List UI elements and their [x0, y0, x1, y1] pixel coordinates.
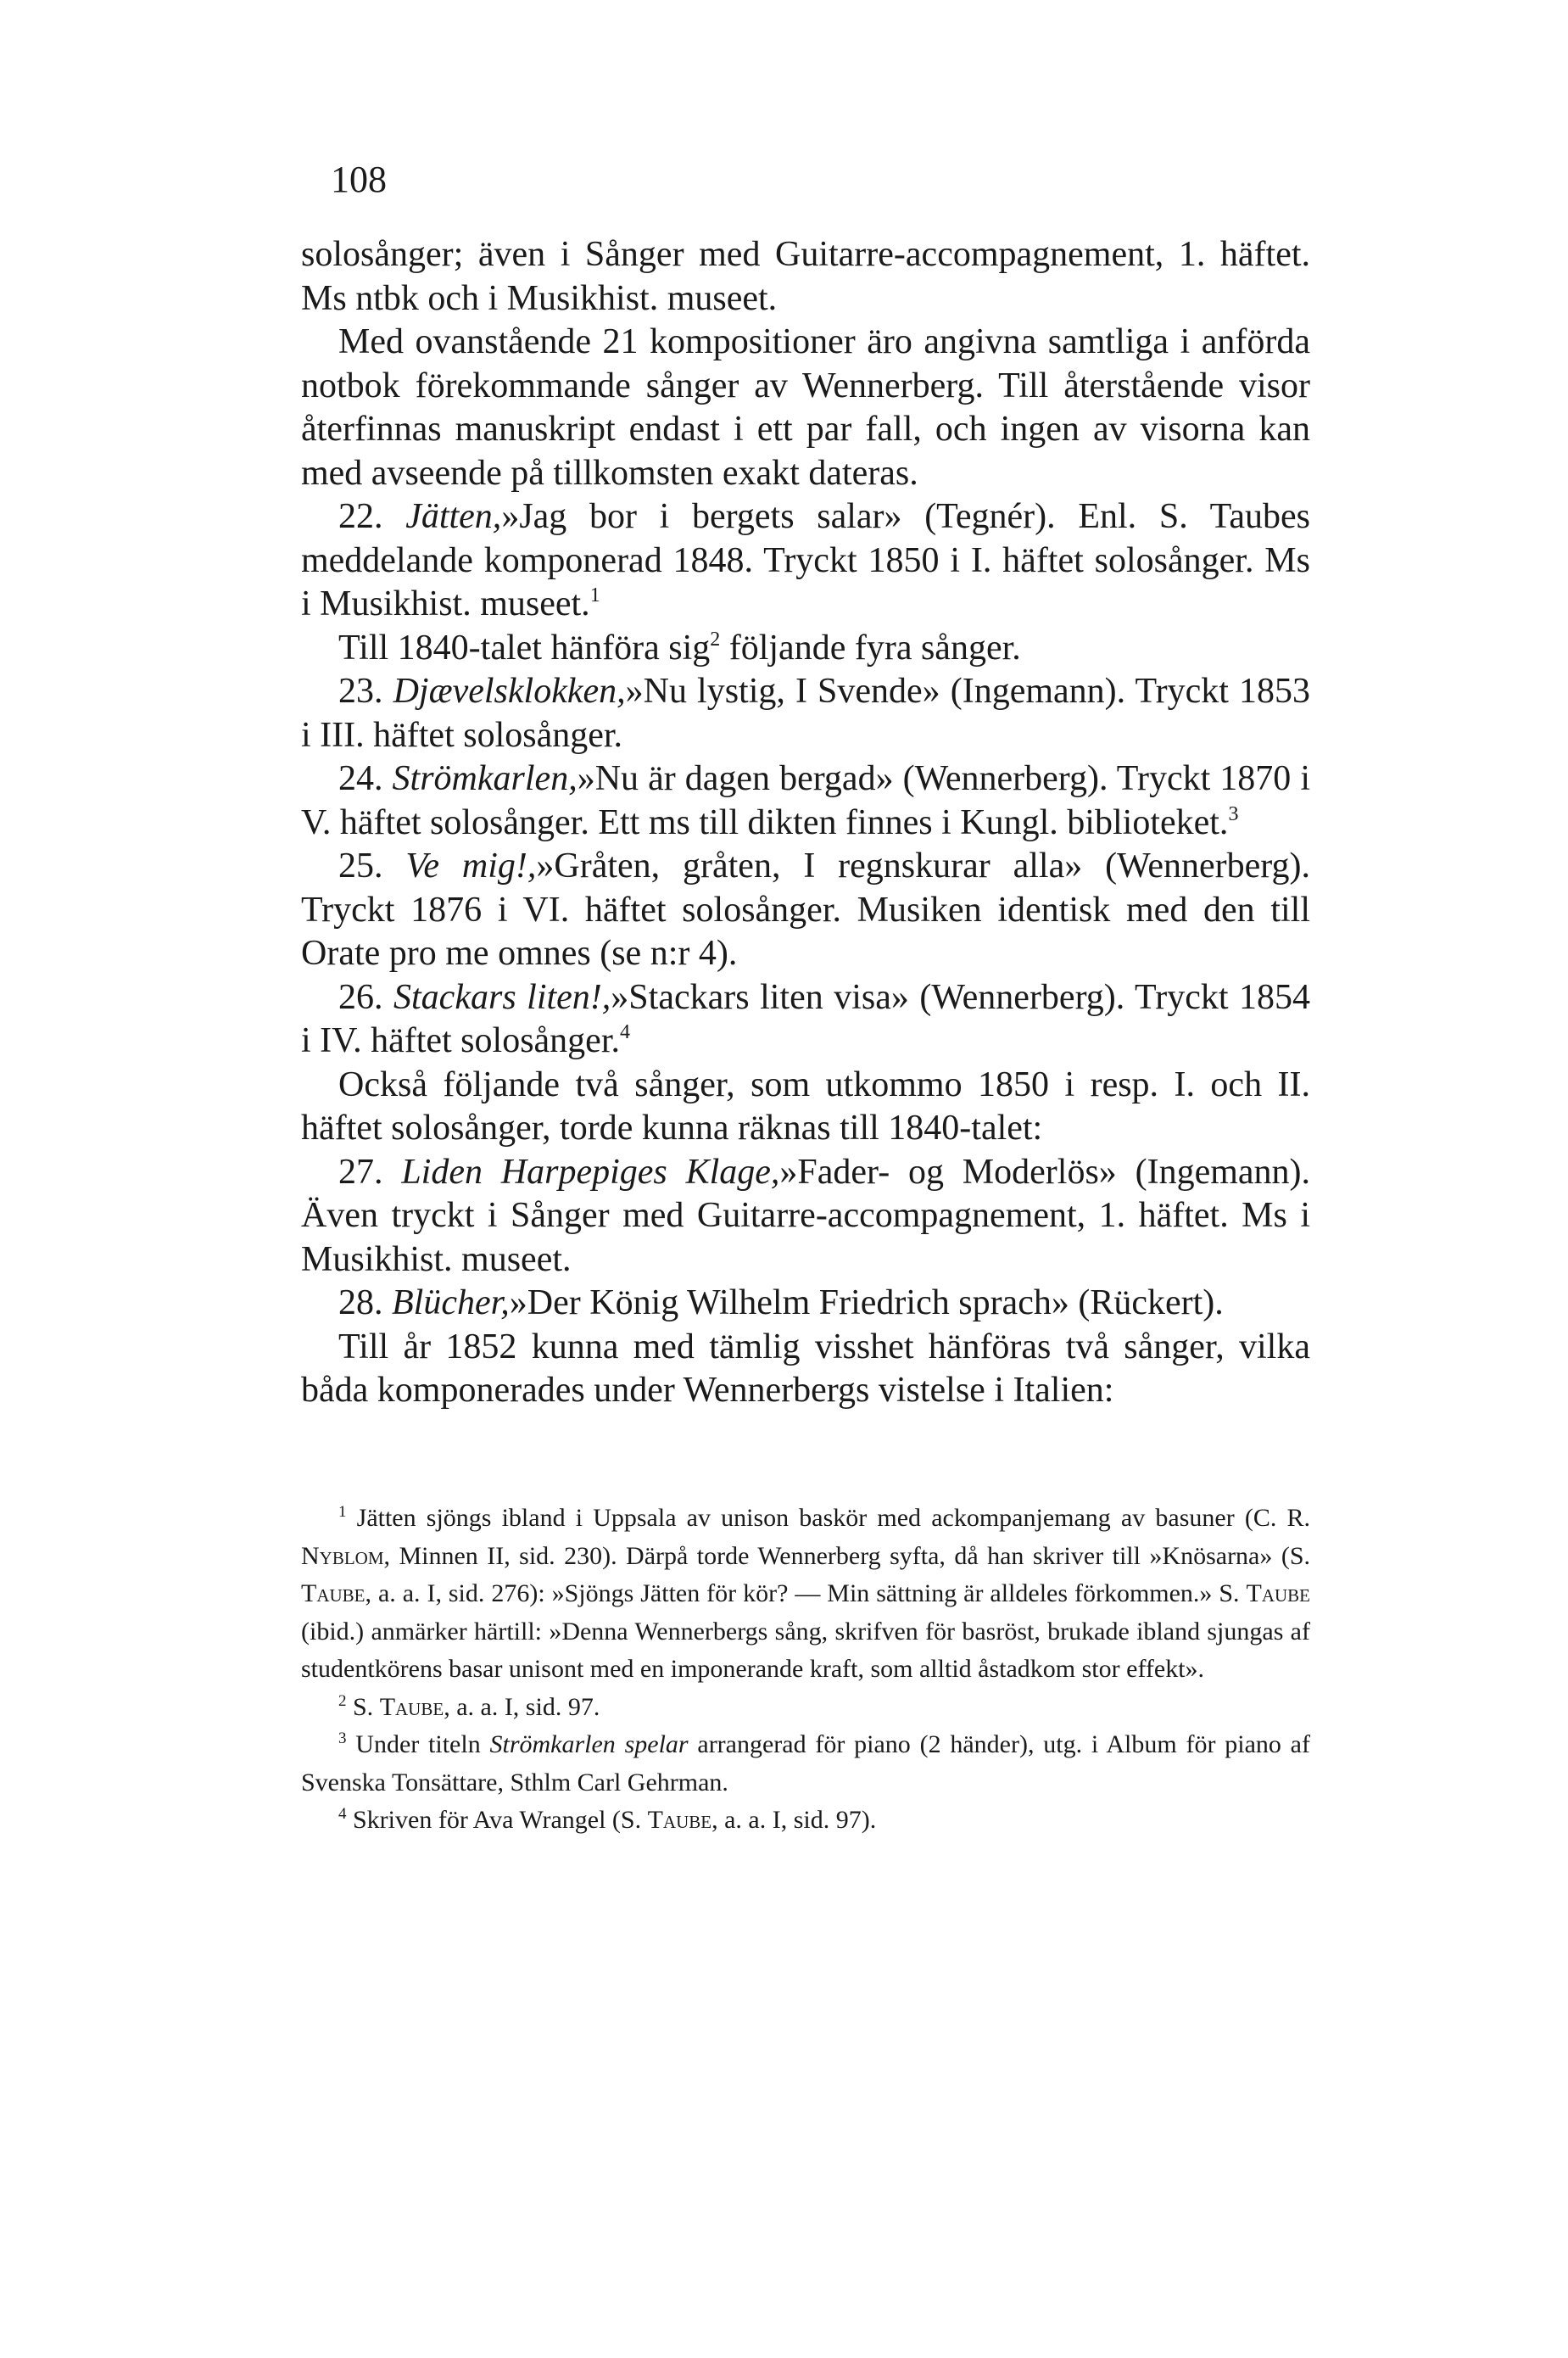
footnote-1 [301, 1500, 1310, 1689]
entry-27 [301, 1151, 1310, 1282]
body-text [301, 233, 1310, 1413]
entry-number: 24. [338, 759, 383, 798]
footnotes [301, 1500, 1310, 1840]
entry-text: »Nu lystig, I Svende» (Ingemann). Tryckt 1853 i III. häftet solosånger. [301, 672, 1310, 755]
author-name: Taube [647, 1806, 712, 1834]
author-name: Taube [301, 1579, 365, 1607]
author-name: Taube [1246, 1579, 1310, 1607]
song-title: Blücher, [392, 1283, 510, 1322]
footnote-mark: 4 [338, 1805, 347, 1823]
paragraph-3 [301, 627, 1310, 671]
footnote-4 [301, 1802, 1310, 1840]
entry-28 [301, 1282, 1310, 1326]
entry-text: »Nu är dagen bergad» (Wennerberg). Tryckt 1870 i V. häftet solosånger. Ett ms till dikten finnes i Kungl. biblioteket. [301, 759, 1311, 842]
footnote-text: Under titeln [346, 1730, 490, 1758]
footnote-ref: 2 [710, 628, 721, 651]
entry-text: »Jag bor i bergets salar» (Tegnér). Enl. S. Taubes meddelande komponerad 1848. Tryckt 1850 i I. häftet solosånger. Ms i Musikhist. museet. [301, 497, 1310, 623]
paragraph-4: Också följande två sånger, som utkommo 1850 i resp. I. och II. häftet solosånger, torde kunna räknas till 1840-talet: [301, 1064, 1310, 1148]
entry-number: 23. [338, 672, 383, 711]
entry-24 [301, 757, 1310, 845]
footnote-2 [301, 1689, 1310, 1727]
entry-23 [301, 670, 1310, 757]
footnote-ref: 3 [1228, 802, 1239, 825]
footnote-text: , Minnen II, sid. 230). Därpå torde Wennerberg syfta, då han skriver till »Knösarna» (S. [383, 1541, 1310, 1570]
footnote-mark: 2 [338, 1691, 347, 1710]
footnote-3 [301, 1726, 1310, 1802]
entry-text: »Stackars liten visa» (Wennerberg). Tryckt 1854 i IV. häftet solosånger. [301, 977, 1311, 1060]
author-name: Taube [379, 1692, 444, 1721]
footnote-text: arrangerad för piano (2 händer), utg. i Album för piano af Svenska Tonsättare, Sthlm Carl Gehrman. [301, 1730, 1310, 1796]
entry-number: 22. [338, 497, 383, 536]
song-title: Djævelsklokken, [393, 672, 626, 711]
paragraph-2: Med ovanstående 21 kompositioner äro angivna samtliga i anförda notbok förekommande sånger av Wennerberg. Till återstående visor återfinnas manuskript endast i ett par fall, och ingen av visorna kan med avseende på tillkomsten exakt dateras. [301, 322, 1310, 493]
entry-25 [301, 845, 1310, 976]
entry-22 [301, 495, 1310, 627]
entry-text: »Gråten, gråten, I regnskurar alla» (Wennerberg). Tryckt 1876 i VI. häftet solosånger. Musiken identisk med den till Orate pro me omnes (se n:r 4). [301, 847, 1310, 973]
footnote-text: , a. a. I, sid. 97. [444, 1692, 600, 1721]
footnote-text: Jätten sjöngs ibland i Uppsala av unison baskör med ackompanjemang av basuner (C. R. [346, 1504, 1310, 1532]
author-name: Nyblom [301, 1541, 384, 1570]
footnote-text: S. [346, 1692, 380, 1721]
footnote-mark: 1 [338, 1503, 347, 1521]
entry-text: »Der König Wilhelm Friedrich sprach» (Rückert). [509, 1283, 1224, 1322]
paragraph-5: Till år 1852 kunna med tämlig visshet hänföras två sånger, vilka båda komponerades under Wennerbergs vistelse i Italien: [301, 1327, 1310, 1410]
footnote-text: Skriven för Ava Wrangel (S. [346, 1806, 648, 1834]
song-title: Stackars liten!, [393, 977, 611, 1017]
footnote-ref: 1 [589, 584, 600, 606]
paragraph-text: följande fyra sånger. [720, 628, 1021, 668]
paragraph-1: solosånger; även i Sånger med Guitarre-accompagnement, 1. häftet. Ms ntbk och i Musikhist. museet. [301, 235, 1310, 318]
footnote-text: , a. a. I, sid. 97). [711, 1806, 877, 1834]
song-title: Strömkarlen, [392, 759, 578, 798]
entry-26 [301, 976, 1310, 1064]
song-title: Liden Harpepiges Klage, [401, 1152, 780, 1192]
entry-number: 25. [338, 847, 383, 886]
footnote-mark: 3 [338, 1729, 347, 1747]
entry-number: 26. [338, 977, 383, 1017]
footnote-ref: 4 [620, 1021, 630, 1043]
entry-text: »Fader- og Moderlös» (Ingemann). Även tryckt i Sånger med Guitarre-accompagnement, 1. häftet. Ms i Musikhist. museet. [301, 1152, 1311, 1279]
page-number: 108 [331, 159, 387, 200]
song-title: Jätten, [405, 497, 502, 536]
paragraph-text: Till 1840-talet hänföra sig [338, 628, 711, 668]
song-title: Ve mig!, [405, 847, 537, 886]
entry-number: 28. [338, 1283, 383, 1322]
entry-number: 27. [338, 1152, 383, 1192]
footnote-text: , a. a. I, sid. 276): »Sjöngs Jätten för kör? — Min sättning är alldeles förkommen.» S. [365, 1579, 1247, 1607]
footnote-text: (ibid.) anmärker härtill: »Denna Wennerbergs sång, skrifven för basröst, brukade ibland sjungas af studentkörens basar unisont med en imponerande kraft, som alltid åstadkom stor effekt». [301, 1617, 1310, 1683]
work-title: Strömkarlen spelar [489, 1730, 689, 1758]
